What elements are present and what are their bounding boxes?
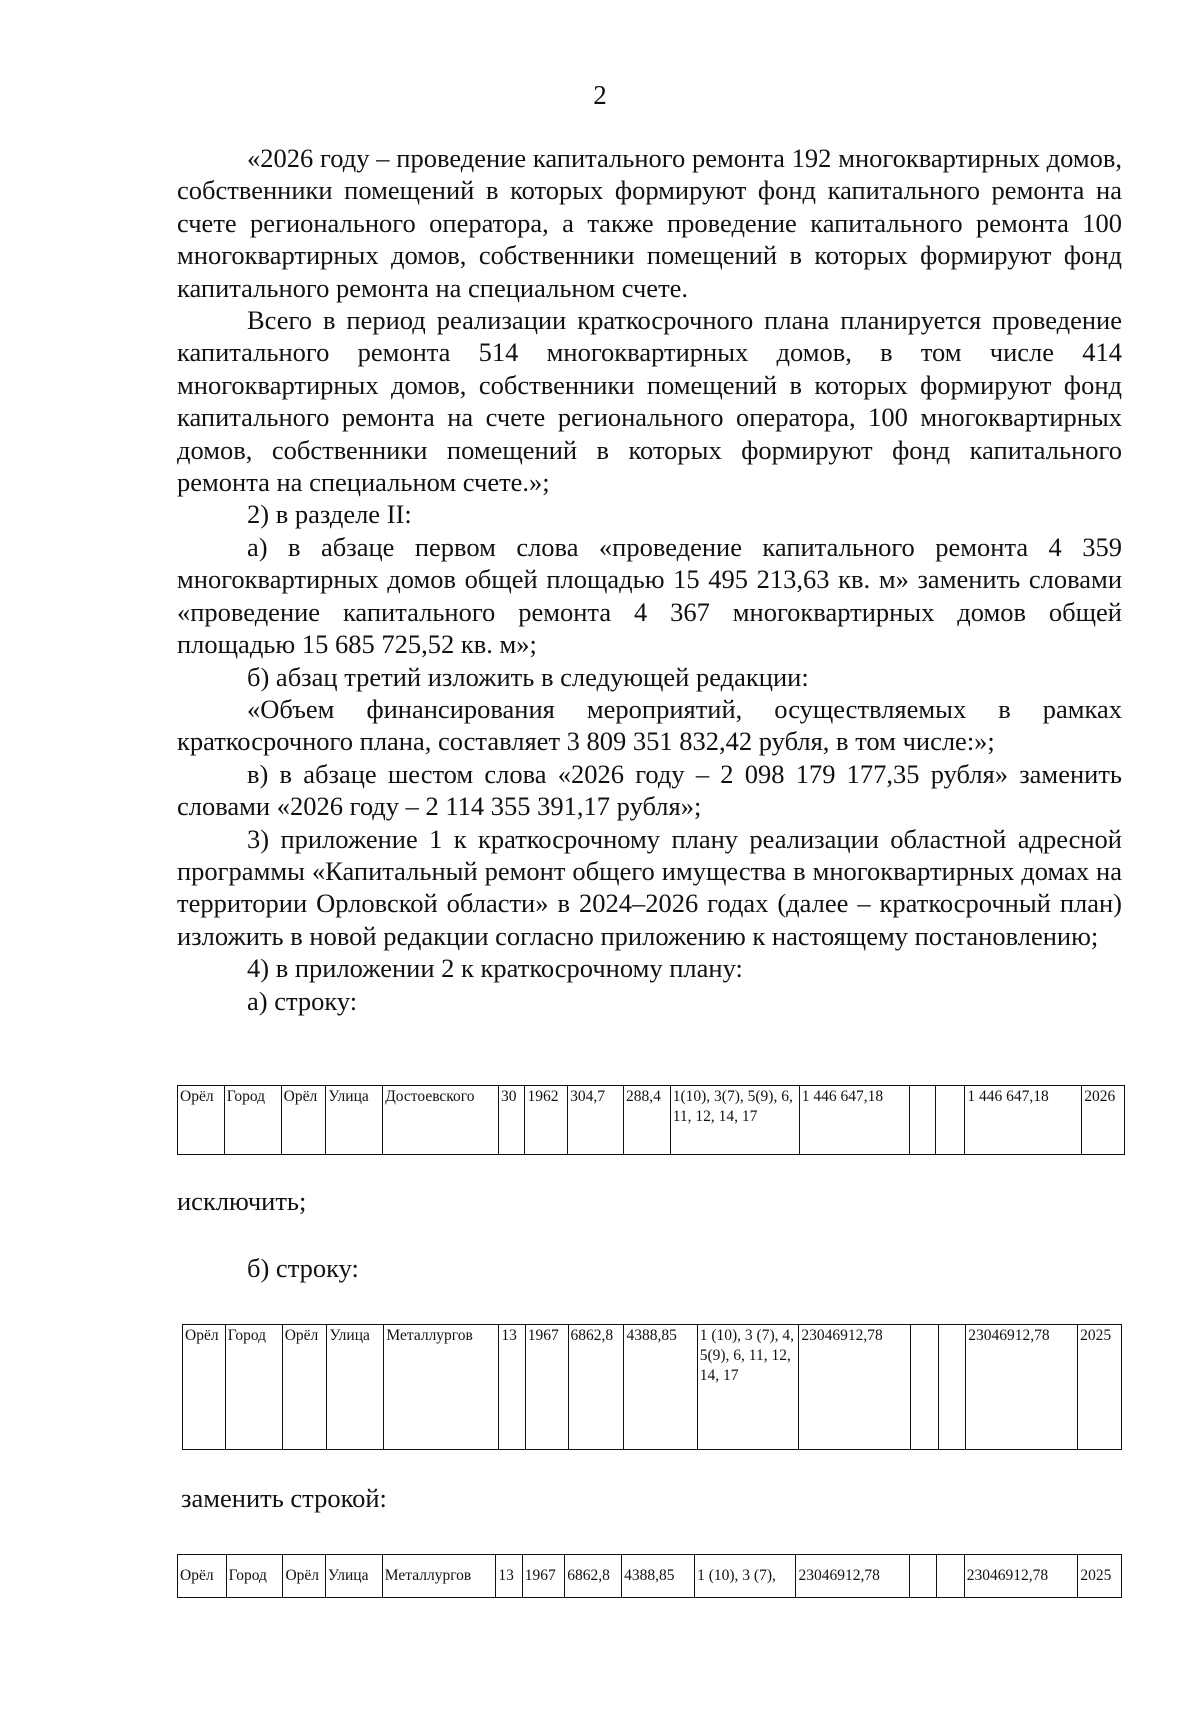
table-cell [935, 1086, 964, 1155]
paragraph: Всего в период реализации краткосрочного плана планируется проведение капитального ремонта 514 многоквартирных домов, в том числе 414 многоквартирных домов, собственники помещений в которых формируют фонд капитального ремонта на счете регионального оператора, 100 многоквартирных домов, собственники помещений в которых формируют фонд капитального ремонта на специальном счете.»; [177, 305, 1122, 498]
table-cell [938, 1325, 965, 1450]
table-cell: 4388,85 [622, 1555, 695, 1598]
table-cell: Орёл [281, 1086, 326, 1155]
table-cell: 23046912,78 [966, 1325, 1078, 1450]
page-number: 2 [593, 80, 607, 110]
table-cell: 6862,8 [565, 1555, 622, 1598]
table-cell: Город [224, 1086, 281, 1155]
table-cell: 23046912,78 [964, 1555, 1078, 1598]
table-cell [937, 1555, 964, 1598]
table-cell: Достоевского [383, 1086, 499, 1155]
table-cell: 2026 [1082, 1086, 1125, 1155]
table-cell: Орёл [178, 1086, 225, 1155]
paragraph: а) в абзаце первом слова «проведение капитального ремонта 4 359 многоквартирных домов общей площадью 15 495 213,63 кв. м» заменить словами «проведение капитального ремонта 4 367 многоквартирных домов общей площадью 15 685 725,52 кв. м»; [177, 531, 1122, 660]
table-cell: 6862,8 [568, 1325, 624, 1450]
table-row [178, 1555, 1122, 1598]
paragraph: «2026 году – проведение капитального ремонта 192 многоквартирных домов, собственники помещений в которых формируют фонд капитального ремонта на счете регионального оператора, а также проведение капитального ремонта 100 многоквартирных домов, собственники помещений в которых формируют фонд капитального ремонта на специальном счете. [177, 143, 1122, 303]
table-cell: Орёл [282, 1325, 327, 1450]
table-cell: Металлургов [382, 1555, 496, 1598]
table-cell: 288,4 [624, 1086, 671, 1155]
table-cell: Улица [326, 1555, 383, 1598]
table-cell: 1967 [522, 1555, 565, 1598]
table-cell [911, 1325, 938, 1450]
table-row-excluded [177, 1085, 1125, 1155]
table-cell: 1967 [525, 1325, 568, 1450]
table-cell: Улица [327, 1325, 384, 1450]
table-cell: 2025 [1078, 1555, 1122, 1598]
table-cell: Орёл [183, 1325, 226, 1450]
table-cell: 1 (10), 3 (7), 4, 5(9), 6, 11, 12, 14, 17 [697, 1325, 799, 1450]
paragraph: 2) в разделе II: [247, 499, 412, 530]
table-cell: 1(10), 3(7), 5(9), 6, 11, 12, 14, 17 [670, 1086, 799, 1155]
paragraph: 4) в приложении 2 к краткосрочному плану: [247, 953, 743, 984]
body-text [177, 142, 1122, 1017]
table-cell [910, 1555, 937, 1598]
table-cell: 2025 [1078, 1325, 1122, 1450]
table-cell [909, 1086, 935, 1155]
table-cell: Орёл [283, 1555, 326, 1598]
table-cell: Город [225, 1325, 282, 1450]
table-cell: Металлургов [384, 1325, 499, 1450]
table-cell: 23046912,78 [799, 1325, 911, 1450]
table-cell: Город [226, 1555, 283, 1598]
table-cell: 23046912,78 [796, 1555, 910, 1598]
table-row [183, 1325, 1122, 1450]
label-exclude: исключить; [177, 1186, 307, 1216]
label-replace: заменить строкой: [181, 1483, 387, 1513]
paragraph: а) строку: [247, 985, 358, 1016]
table-cell: 304,7 [568, 1086, 624, 1155]
table-row-new [177, 1554, 1122, 1598]
paragraph: в) в абзаце шестом слова «2026 году – 2 098 179 177,35 рубля» заменить словами «2026 году – 2 114 355 391,17 рубля»; [177, 758, 1122, 822]
table-row [178, 1086, 1125, 1155]
paragraph: б) абзац третий изложить в следующей редакции: [247, 661, 809, 692]
table-row-old [182, 1324, 1122, 1450]
label-item-b: б) строку: [247, 1253, 359, 1283]
table-cell: 1 446 647,18 [799, 1086, 909, 1155]
table-cell: 1 446 647,18 [965, 1086, 1082, 1155]
table-cell: 1 (10), 3 (7), [695, 1555, 796, 1598]
table-cell: 30 [499, 1086, 525, 1155]
table-cell: 13 [496, 1555, 522, 1598]
table-cell: Орёл [178, 1555, 227, 1598]
paragraph: 3) приложение 1 к краткосрочному плану реализации областной адресной программы «Капитальный ремонт общего имущества в многоквартирных домах на территории Орловской области» в 2024–2026 годах (далее – краткосрочный план) изложить в новой редакции согласно приложению к настоящему постановлению; [177, 823, 1122, 951]
table-cell: 4388,85 [624, 1325, 697, 1450]
table-cell: 13 [499, 1325, 525, 1450]
table-cell: 1962 [525, 1086, 568, 1155]
table-cell: Улица [326, 1086, 383, 1155]
paragraph: «Объем финансирования мероприятий, осуществляемых в рамках краткосрочного плана, составляет 3 809 351 832,42 рубля, в том числе:»; [177, 693, 1122, 757]
